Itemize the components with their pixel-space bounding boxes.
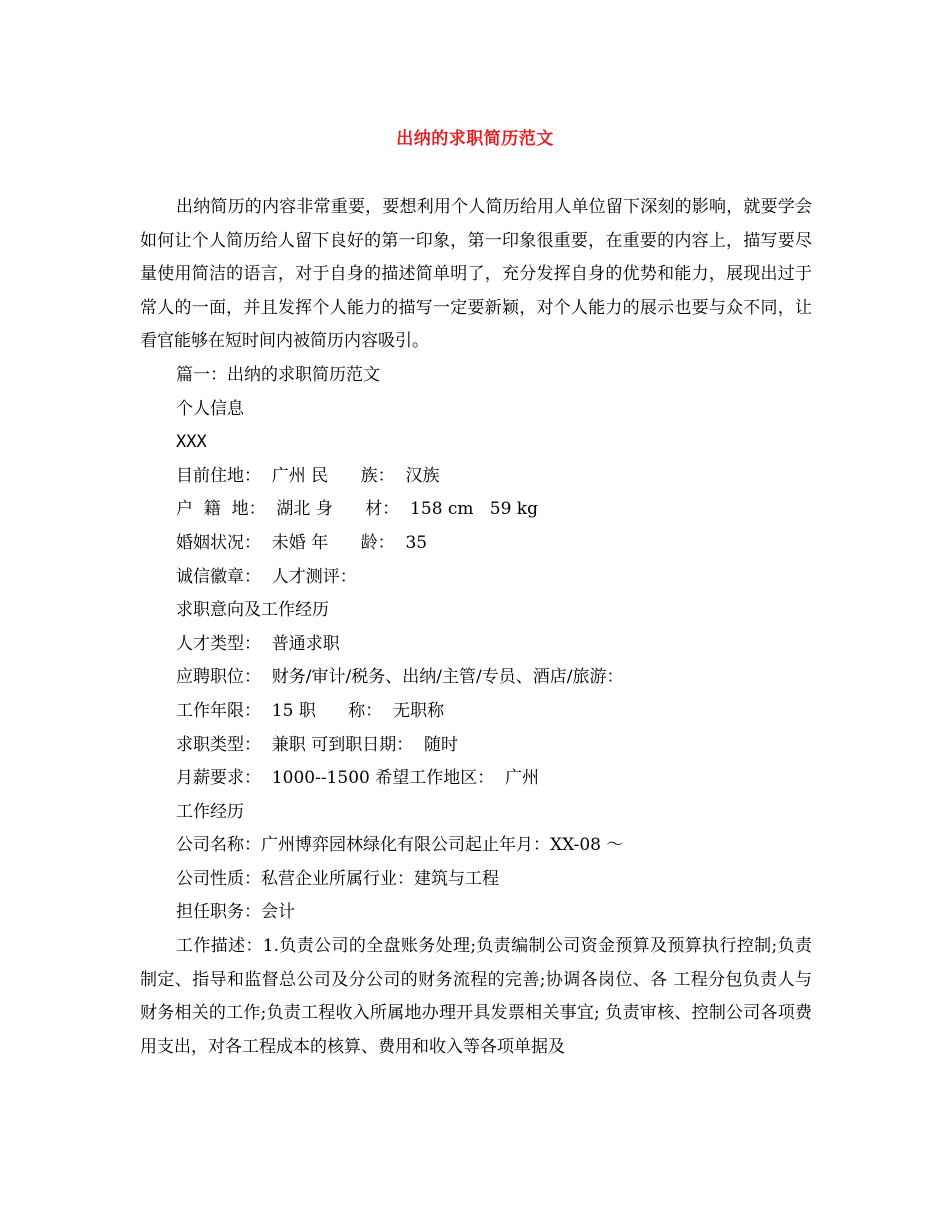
document-body bbox=[140, 191, 812, 1064]
years-line: 工作年限： 15 职 称： 无职称 bbox=[176, 700, 445, 721]
salary-line: 月薪要求： 1000--1500 希望工作地区： 广州 bbox=[176, 768, 540, 789]
section-heading: 篇一：出纳的求职简历范文 bbox=[176, 364, 380, 385]
hukou-line: 户 籍 地： 湖北 身 材： 158 cm 59 kg bbox=[176, 499, 538, 520]
residence-line: 目前住地： 广州 民 族： 汉族 bbox=[176, 465, 440, 486]
intention-heading: 求职意向及工作经历 bbox=[176, 600, 329, 621]
applicant-name: XXX bbox=[176, 432, 207, 453]
talent-type-line: 人才类型： 普通求职 bbox=[176, 633, 340, 654]
work-exp-heading: 工作经历 bbox=[176, 801, 244, 822]
integrity-line: 诚信徽章： 人才测评： bbox=[176, 566, 357, 587]
company-nature-line: 公司性质：私营企业所属行业：建筑与工程 bbox=[176, 868, 499, 889]
duty-line: 担任职务：会计 bbox=[176, 902, 295, 923]
intro-paragraph: 出纳简历的内容非常重要，要想利用个人简历给用人单位留下深刻的影响，就要学会如何让个人简历给人留下良好的第一印象，第一印象很重要，在重要的内容上，描写要尽量使用简洁的语言，对于自身的描述简单明了，充分发挥自身的优势和能力，展现出过于常人的一面，并且发挥个人能力的描写一定要新颖，对个人能力的展示也要与众不同，让看官能够在短时间内被简历内容吸引。 bbox=[140, 197, 812, 352]
position-line: 应聘职位： 财务/审计/税务、出纳/主管/专员、酒店/旅游： bbox=[176, 667, 624, 688]
document-title: 出纳的求职简历范文 bbox=[396, 129, 554, 149]
marital-line: 婚姻状况： 未婚 年 龄： 35 bbox=[176, 532, 428, 553]
job-description-paragraph: 工作描述：1.负责公司的全盘账务处理;负责编制公司资金预算及预算执行控制;负责制定、指导和监督总公司及分公司的财务流程的完善;协调各岗位、各 工程分包负责人与财务相关的工作;负责工程收入所属地办理开具发票相关事宜; 负责审核、控制公司各项费用支出，对各工程成本的核算、费用和收入等各项单据及 bbox=[140, 936, 812, 1057]
company-line: 公司名称：广州博弈园林绿化有限公司起止年月：XX-08 ～ bbox=[176, 835, 624, 856]
personal-info-heading: 个人信息 bbox=[176, 398, 244, 419]
job-type-line: 求职类型： 兼职 可到职日期： 随时 bbox=[176, 734, 459, 755]
